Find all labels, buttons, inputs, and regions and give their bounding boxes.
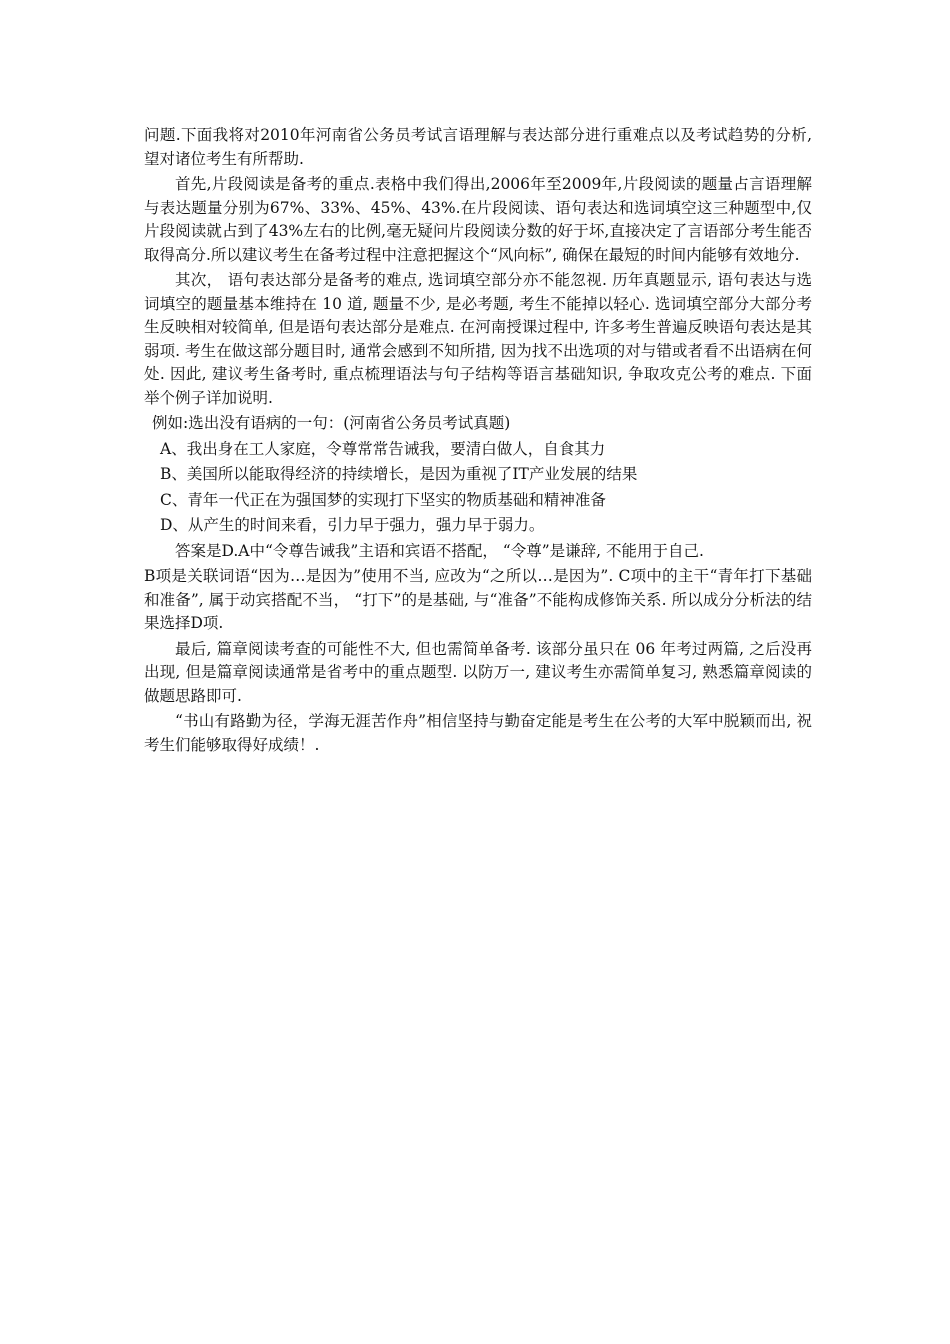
option-a: A、我出身在工人家庭，令尊常常告诫我，要清白做人，自食其力 xyxy=(160,439,606,458)
option-c: C、青年一代正在为强国梦的实现打下坚实的物质基础和精神准备 xyxy=(160,490,606,509)
option-b: B、美国所以能取得经济的持续增长，是因为重视了IT产业发展的结果 xyxy=(160,465,638,483)
paragraph-intro: 问题.下面我将对2010年河南省公务员考试言语理解与表达部分进行重难点以及考试趋势的分析,望对诸位考生有所帮助. xyxy=(144,126,812,168)
paragraph-first-point: 首先,片段阅读是备考的重点.表格中我们得出,2006年至2009年,片段阅读的题量占言语理解与表达题量分别为67%、33%、45%、43%.在片段阅读、语句表达和选词填空这三种题型中,仅片段阅读就占到了43%左右的比例,毫无疑问片段阅读分数的好于坏,直接决定了言语部分考生能否取得高分.所以建议考生在备考过程中注意把握这个“风向标”, 确保在最短的时间内能够有效地分. xyxy=(144,175,812,264)
paragraph-closing: “书山有路勤为径，学海无涯苦作舟”相信坚持与勤奋定能是考生在公考的大军中脱颖而出, 祝考生们能够取得好成绩！. xyxy=(144,712,812,754)
document-body xyxy=(144,124,812,759)
example-question: 例如:选出没有语病的一句：(河南省公务员考试真题) xyxy=(152,414,511,432)
answer-line: 答案是D.A中“令尊告诫我”主语和宾语不搭配， “令尊”是谦辞, 不能用于自己. xyxy=(175,541,704,560)
paragraph-second-point: 其次， 语句表达部分是备考的难点, 选词填空部分亦不能忽视. 历年真题显示, 语句表达与选词填空的题量基本维持在 10 道, 题量不少, 是必考题, 考生不能掉以轻心. 选词填空部分大部分考生反映相对较简单, 但是语句表达部分是难点. 在河南授课过程中, 许多考生普遍反映语句表达是其弱项. 考生在做这部分题目时, 通常会感到不知所措, 因为找不出选项的对与错或者看不出语病在何处. 因此, 建议考生备考时, 重点梳理语法与句子结构等语言基础知识, 争取攻克公考的难点. 下面举个例子详加说明. xyxy=(144,271,812,407)
option-d: D、从产生的时间来看，引力早于强力，强力早于弱力。 xyxy=(160,516,545,534)
answer-explanation: B项是关联词语“因为…是因为”使用不当, 应改为“之所以…是因为”. C项中的主干“青年打下基础和准备”, 属于动宾搭配不当， “打下”的是基础, 与“准备”不能构成修饰关系. 所以成分分析法的结果选择D项. xyxy=(144,567,812,632)
paragraph-final-point: 最后, 篇章阅读考查的可能性不大, 但也需简单备考. 该部分虽只在 06 年考过两篇, 之后没再出现, 但是篇章阅读通常是省考中的重点题型. 以防万一, 建议考生亦需简单复习, 熟悉篇章阅读的做题思路即可. xyxy=(144,639,812,705)
